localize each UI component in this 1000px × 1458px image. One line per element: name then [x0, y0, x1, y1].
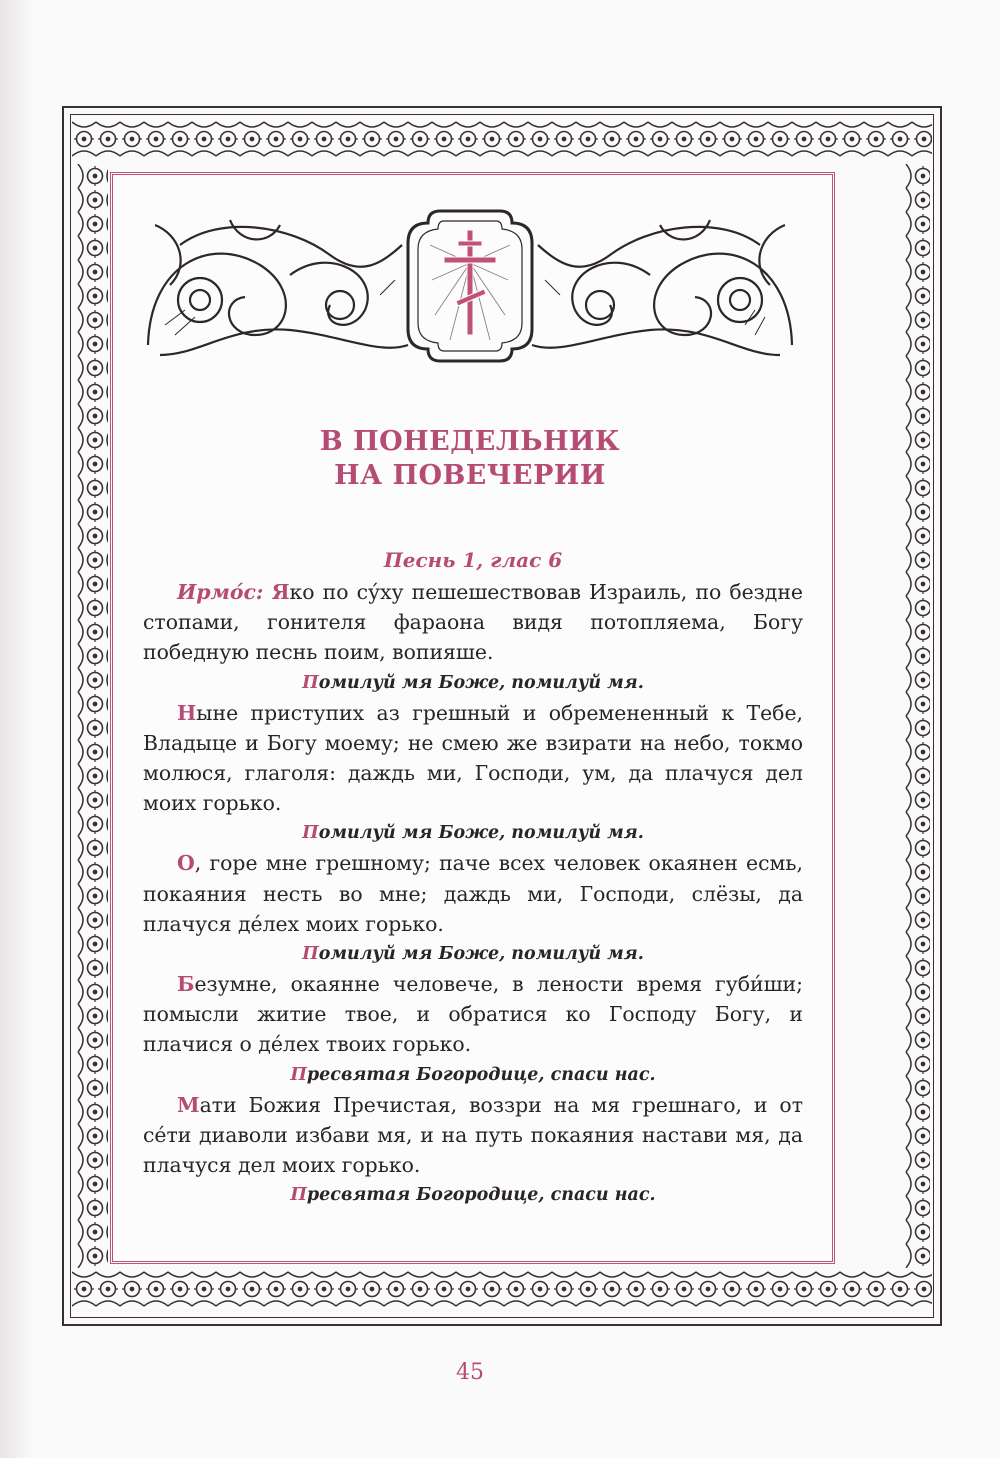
- drop-letter: Я: [271, 580, 290, 604]
- troparion-verse: [143, 969, 803, 1060]
- section-heading: Песнь 1, глас 6: [383, 548, 563, 572]
- verse-text: ыне приступих аз грешный и обремененный к Тебе, Владыце и Богу моему; не смею же взирати на небо, токмо молюся, глаголя: даждь ми, Господи, ум, да плачуся дел моих горько.: [143, 700, 803, 816]
- irmos-label: Ирмо́с:: [177, 580, 264, 604]
- refrain-text: омилуй мя Боже, помилуй мя.: [318, 944, 644, 965]
- refrain-text: омилуй мя Боже, помилуй мя.: [318, 823, 644, 844]
- drop-letter: П: [302, 944, 319, 965]
- drop-letter: О: [177, 851, 195, 876]
- irmos-verse: [143, 577, 803, 668]
- drop-letter: П: [302, 823, 319, 844]
- title-line-1: В ПОНЕДЕЛЬНИК: [319, 426, 621, 457]
- verse-text: ко по су́ху пешешествовав Израиль, по бездне стопами, гонителя фараона видя потопляема, Богу победную песнь поим, вопияше.: [143, 580, 803, 665]
- refrain: [143, 1060, 803, 1090]
- drop-letter: М: [177, 1092, 200, 1117]
- refrain: [143, 668, 803, 698]
- canon-text: [143, 545, 803, 1210]
- refrain: [143, 939, 803, 969]
- verse-text: , горе мне грешному; паче всех человек окаянен есмь, покаяния несть во мне; даждь ми, Господи, слёзы, да плачуся де́лех моих горько.: [143, 851, 803, 936]
- drop-letter: П: [290, 1185, 307, 1206]
- drop-letter: Н: [177, 700, 197, 725]
- page-title: [150, 425, 790, 493]
- page-number: 45: [456, 1360, 484, 1385]
- troparion-verse: [143, 848, 803, 939]
- refrain: [143, 818, 803, 848]
- refrain-text: омилуй мя Боже, помилуй мя.: [318, 672, 644, 693]
- headpiece-ornament: [140, 205, 800, 367]
- drop-letter: П: [290, 1064, 307, 1085]
- refrain-text: ресвятая Богородице, спаси нас.: [306, 1064, 656, 1085]
- drop-letter: Б: [177, 972, 195, 997]
- page-gutter-shadow: [0, 0, 34, 1458]
- refrain: [143, 1180, 803, 1210]
- drop-letter: П: [302, 672, 319, 693]
- title-line-2: НА ПОВЕЧЕРИИ: [334, 460, 606, 491]
- verse-text: ати Божия Пречистая, воззри на мя грешнаго, и от се́ти диаволи избави мя, и на путь покаяния настави мя, да плачуся дел моих горько.: [143, 1092, 803, 1178]
- verse-text: езумне, окаянне человече, в лености время губи́ши; помысли житие твое, и обратися ко Господу Богу, и плачися о де́лех твоих горько.: [143, 972, 803, 1057]
- refrain-text: ресвятая Богородице, спаси нас.: [306, 1185, 656, 1206]
- troparion-verse: [143, 698, 803, 819]
- theotokion-verse: [143, 1090, 803, 1181]
